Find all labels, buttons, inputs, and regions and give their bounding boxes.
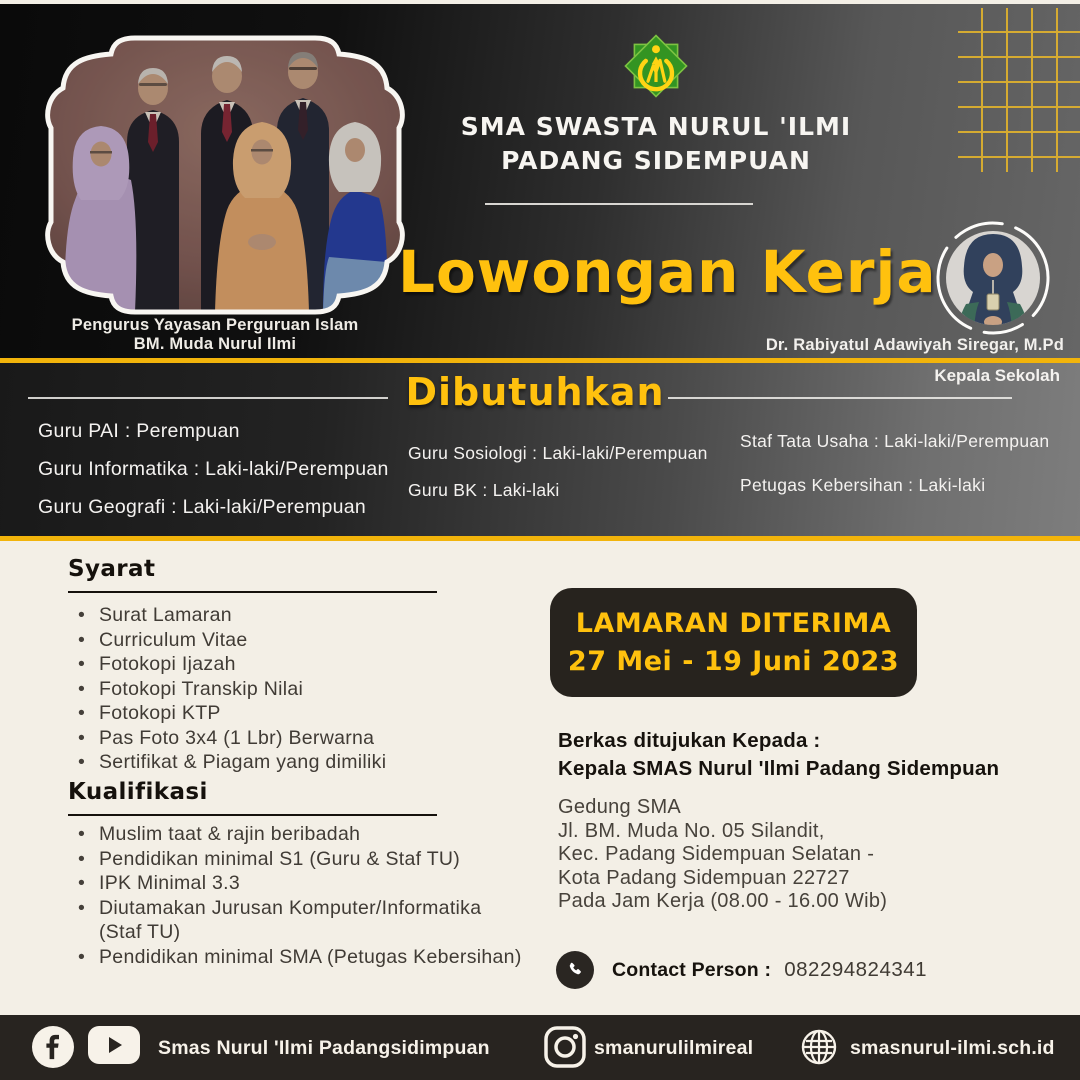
list-item: • Fotokopi Ijazah <box>74 652 494 677</box>
instagram-icon <box>543 1025 587 1069</box>
photo-caption <box>0 316 430 354</box>
address-block <box>558 796 887 914</box>
list-item: • Sertifikat & Piagam yang dimiliki <box>74 750 494 775</box>
list-item: • Pendidikan minimal SMA (Petugas Kebersihan) <box>74 945 524 970</box>
syarat-underline <box>68 591 437 593</box>
school-name-line1: SMA SWASTA NURUL 'ILMI <box>460 112 852 141</box>
contact-label: Contact Person : <box>612 958 772 981</box>
list-item: • Pendidikan minimal S1 (Guru & Staf TU) <box>74 847 524 872</box>
website-url: smasnurul-ilmi.sch.id <box>850 1037 1055 1059</box>
address-line: Kota Padang Sidempuan 22727 <box>558 866 850 889</box>
position-item: Guru Informatika : Laki-laki/Perempuan <box>38 458 389 480</box>
globe-icon <box>799 1027 839 1067</box>
instagram-handle: smanurulilmireal <box>594 1037 754 1059</box>
list-item: • Curriculum Vitae <box>74 628 494 653</box>
photo-caption-line1: Pengurus Yayasan Perguruan Islam <box>71 316 359 334</box>
syarat-list <box>74 603 494 775</box>
header-section <box>0 4 1080 358</box>
positions-column-2 <box>408 443 708 501</box>
dibutuhkan-heading: Dibutuhkan <box>405 370 665 414</box>
list-item: • Diutamakan Jurusan Komputer/Informatika (Staf TU) <box>74 896 524 945</box>
yellow-divider-bottom <box>0 536 1080 541</box>
list-item: • Pas Foto 3x4 (1 Lbr) Berwarna <box>74 726 494 751</box>
positions-column-1 <box>38 420 389 519</box>
poster-title: Lowongan Kerja <box>398 238 937 306</box>
contact-row <box>556 951 927 989</box>
list-item: • Fotokopi Transkip Nilai <box>74 677 494 702</box>
facebook-youtube-handle: Smas Nurul 'Ilmi Padangsidimpuan <box>158 1037 490 1059</box>
berkas-line1: Berkas ditujukan Kepada : <box>558 729 821 752</box>
school-name-line2: PADANG SIDEMPUAN <box>501 146 811 175</box>
position-item: Guru BK : Laki-laki <box>408 480 560 500</box>
photo-caption-line2: BM. Muda Nurul Ilmi <box>133 335 297 353</box>
syarat-heading: Syarat <box>68 556 156 582</box>
list-item: • Muslim taat & rajin beribadah <box>74 822 524 847</box>
principal-title: Kepala Sekolah <box>934 366 1060 385</box>
position-item: Staf Tata Usaha : Laki-laki/Perempuan <box>740 431 1050 451</box>
school-name <box>430 110 882 178</box>
position-item: Petugas Kebersihan : Laki-laki <box>740 475 986 495</box>
kualifikasi-heading: Kualifikasi <box>68 779 208 805</box>
header-divider <box>485 203 753 205</box>
list-item: • Fotokopi KTP <box>74 701 494 726</box>
grid-pattern-decoration <box>958 8 1080 172</box>
berkas-line2: Kepala SMAS Nurul 'Ilmi Padang Sidempuan <box>558 757 1000 780</box>
application-period-line2: 27 Mei - 19 Juni 2023 <box>567 645 900 677</box>
kualifikasi-list <box>74 822 524 969</box>
position-item: Guru Geografi : Laki-laki/Perempuan <box>38 496 367 518</box>
address-line: Kec. Padang Sidempuan Selatan - <box>558 843 875 865</box>
contact-phone-number: 082294824341 <box>784 958 928 981</box>
kualifikasi-underline <box>68 814 437 816</box>
principal-photo <box>933 218 1053 338</box>
heading-flank-line-left <box>28 397 388 399</box>
youtube-icon <box>88 1026 140 1064</box>
address-line: Jl. BM. Muda No. 05 Silandit, <box>558 819 825 842</box>
position-item: Guru PAI : Perempuan <box>38 420 240 442</box>
positions-column-3 <box>740 431 1049 496</box>
application-period-box <box>550 588 917 697</box>
application-period-line1: LAMARAN DITERIMA <box>575 607 892 639</box>
principal-name: Dr. Rabiyatul Adawiyah Siregar, M.Pd <box>765 336 1064 354</box>
list-item: • IPK Minimal 3.3 <box>74 871 524 896</box>
list-item: • Surat Lamaran <box>74 603 494 628</box>
footer-bar <box>0 1015 1080 1080</box>
positions-section <box>0 363 1080 536</box>
heading-flank-line-right <box>668 397 1012 399</box>
address-line: Gedung SMA <box>558 796 682 818</box>
facebook-icon <box>32 1026 74 1068</box>
board-photo <box>33 30 417 320</box>
address-line: Pada Jam Kerja (08.00 - 16.00 Wib) <box>558 890 888 912</box>
phone-icon <box>556 951 594 989</box>
position-item: Guru Sosiologi : Laki-laki/Perempuan <box>408 443 708 463</box>
school-logo-icon <box>616 26 696 106</box>
